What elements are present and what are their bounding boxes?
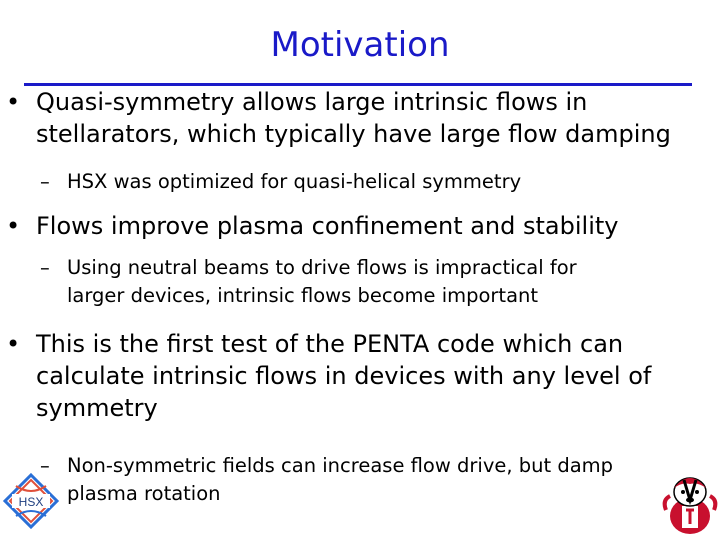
hsx-logo-text: HSX (18, 495, 44, 509)
subbullet-non-symmetric-fields (40, 452, 710, 508)
bullet-line: Flows improve plasma confinement and stability (36, 212, 619, 240)
bullet-line: symmetry (36, 394, 158, 422)
bullet-symbol: • (6, 88, 21, 116)
bullet-line: stellarators, which typically have large flow damping (36, 120, 671, 148)
badger-mascot-icon (662, 470, 718, 536)
bullet-line: This is the first test of the PENTA code which can (36, 330, 624, 358)
subbullet-hsx-optimized (40, 168, 710, 196)
bullet-flows-improve (6, 210, 711, 242)
subbullet-symbol: – (40, 170, 50, 193)
subbullet-line: plasma rotation (67, 482, 221, 505)
subbullet-line: Non-symmetric fields can increase flow drive, but damp (67, 454, 614, 477)
bullet-quasi-symmetry (6, 86, 711, 150)
subbullet-line: larger devices, intrinsic flows become important (67, 284, 539, 307)
slide-title: Motivation (270, 25, 450, 65)
bullet-symbol: • (6, 212, 21, 240)
hsx-logo-icon (2, 472, 60, 530)
subbullet-symbol: – (40, 454, 50, 477)
bullet-line: calculate intrinsic flows in devices with any level of (36, 362, 652, 390)
subbullet-symbol: – (40, 256, 50, 279)
subbullet-line: Using neutral beams to drive flows is impractical for (67, 256, 577, 279)
bullet-symbol: • (6, 330, 21, 358)
subbullet-neutral-beams (40, 254, 710, 310)
subbullet-line: HSX was optimized for quasi-helical symmetry (67, 170, 522, 193)
bullet-line: Quasi-symmetry allows large intrinsic flows in (36, 88, 588, 116)
bullet-penta-code (6, 328, 711, 424)
